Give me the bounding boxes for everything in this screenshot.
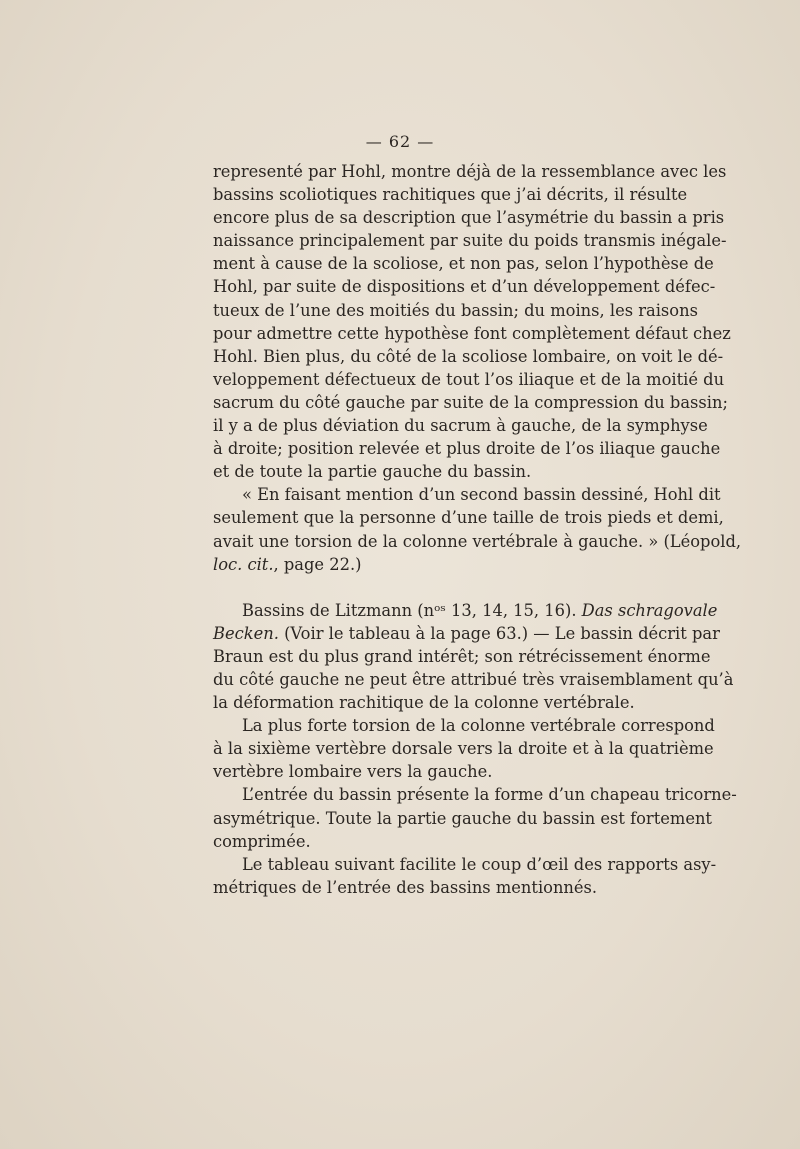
- paragraph-1: [213, 160, 731, 483]
- text-line: Hohl. Bien plus, du côté de la scoliose lombaire, on voit le dé-: [213, 346, 724, 366]
- text-line: veloppement défectueux de tout l’os iliaque et de la moitié du: [213, 369, 725, 389]
- text-line: L’entrée du bassin présente la forme d’un chapeau tricorne-: [242, 785, 737, 805]
- text-line: seulement que la personne d’une taille de trois pieds et demi,: [213, 508, 724, 528]
- text-line: tueux de l’une des moitiés du bassin; du moins, les raisons: [213, 300, 698, 320]
- text-line: et de toute la partie gauche du bassin.: [213, 462, 532, 482]
- text-line: representé par Hohl, montre déjà de la ressemblance avec les: [213, 162, 727, 181]
- text-line: naissance principalement par suite du poids transmis inégale-: [213, 231, 727, 251]
- text-line: encore plus de sa description que l’asymétrie du bassin a pris: [213, 208, 725, 228]
- text-line: à la sixième vertèbre dorsale vers la droite et à la quatrième: [213, 739, 714, 759]
- text-line: Hohl, par suite de dispositions et d’un développement défec-: [213, 277, 716, 297]
- text-line: métriques de l’entrée des bassins mentionnés.: [213, 877, 598, 897]
- section-heading-lead: Bassins de Litzmann (nᵒˢ 13, 14, 15, 16).: [242, 600, 582, 620]
- text-line: La plus forte torsion de la colonne vertébrale correspond: [242, 716, 715, 736]
- section-heading-italic: Becken.: [213, 623, 279, 643]
- text-line: bassins scoliotiques rachitiques que j’ai décrits, il résulte: [213, 185, 688, 205]
- text-line: ment à cause de la scoliose, et non pas, selon l’hypothèse de: [213, 254, 714, 274]
- text-line: « En faisant mention d’un second bassin dessiné, Hohl dit: [242, 485, 721, 505]
- text-line: avait une torsion de la colonne vertébrale à gauche. » (Léopold,: [213, 531, 742, 551]
- text-line: [213, 599, 718, 622]
- section-litzmann: [213, 599, 734, 714]
- citation-italic: loc. cit.: [213, 554, 274, 574]
- section-heading-italic: Das schragovale: [581, 600, 718, 620]
- paragraph-3: [213, 714, 715, 783]
- section-text: (Voir le tableau à la page 63.) — Le bassin décrit par: [278, 623, 720, 643]
- text-line: sacrum du côté gauche par suite de la compression du bassin;: [213, 392, 728, 412]
- text-line: à droite; position relevée et plus droite de l’os iliaque gauche: [213, 439, 721, 459]
- text-line: vertèbre lombaire vers la gauche.: [213, 762, 493, 782]
- paragraph-4: [213, 783, 737, 852]
- text-line: [213, 553, 677, 576]
- paragraph-5: [213, 853, 717, 899]
- text-line: il y a de plus déviation du sacrum à gauche, de la symphyse: [213, 416, 708, 436]
- body-text: [213, 160, 742, 899]
- text-line: la déformation rachitique de la colonne vertébrale.: [213, 693, 635, 713]
- text-line: pour admettre cette hypothèse font complètement défaut chez: [213, 323, 731, 343]
- page-number: — 62 —: [365, 132, 435, 151]
- paragraph-gap: [213, 576, 677, 599]
- text-line: Le tableau suivant facilite le coup d’œil des rapports asy-: [242, 854, 717, 874]
- text-line: comprimée.: [213, 831, 311, 851]
- text-line: asymétrique. Toute la partie gauche du bassin est fortement: [213, 808, 712, 828]
- text-line: [213, 622, 720, 645]
- text-line: du côté gauche ne peut être attribué très vraisemblament qu’à: [213, 669, 734, 689]
- text-line: Braun est du plus grand intérêt; son rétrécissement énorme: [213, 646, 711, 666]
- citation-rest: , page 22.): [273, 554, 362, 574]
- paragraph-2: [213, 483, 742, 575]
